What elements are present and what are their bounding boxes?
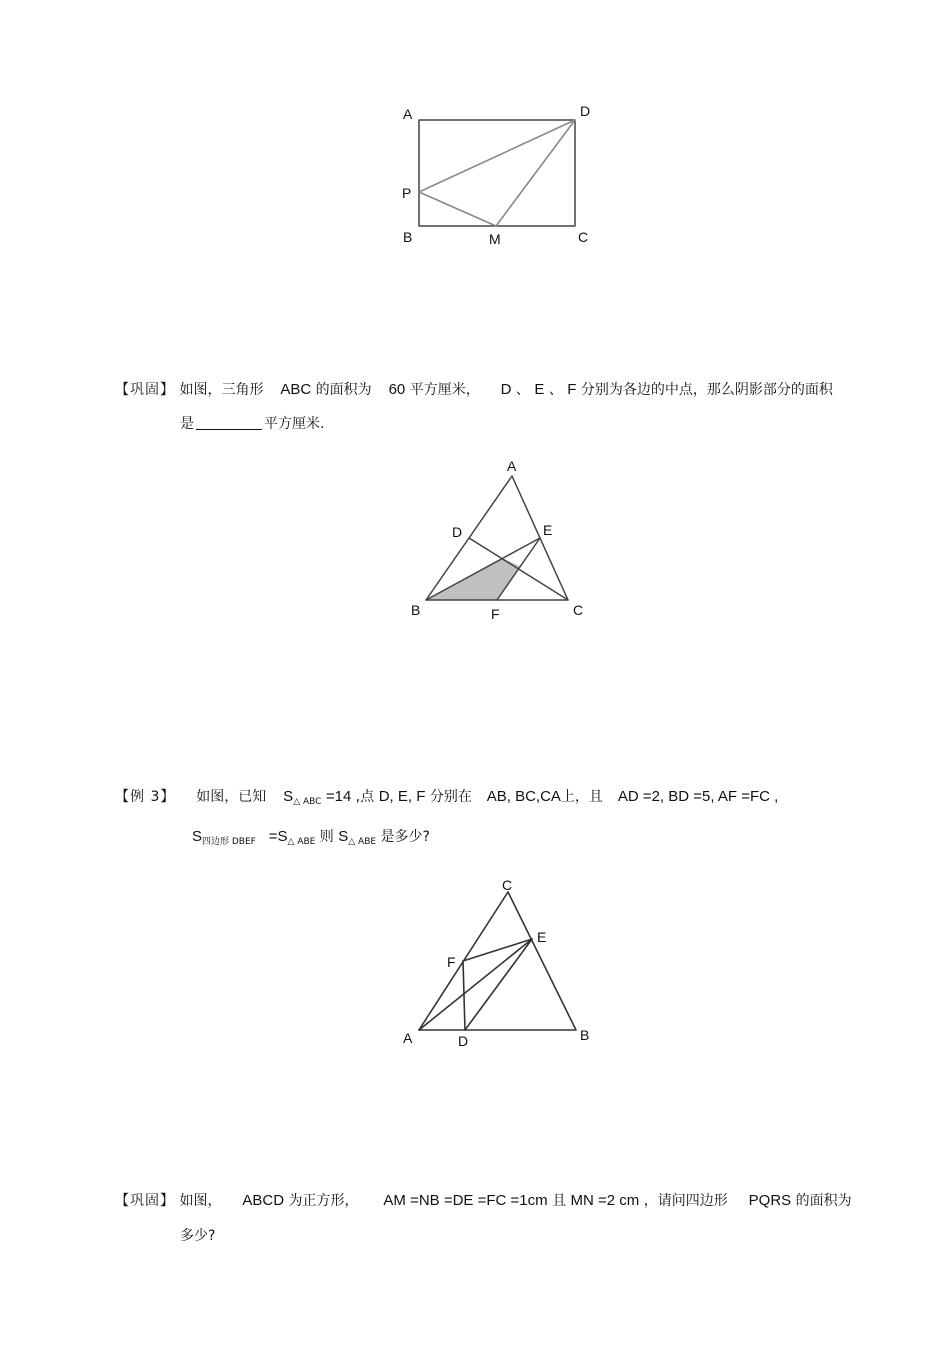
label-e: E xyxy=(543,522,553,538)
example3-points: D, E, F xyxy=(378,788,426,805)
problem1-triangle-abc: ABC xyxy=(280,381,312,398)
problem4-text-part3: 且 xyxy=(552,1193,567,1209)
problem4-text-part4: ，请问四边形 xyxy=(643,1193,728,1209)
label-c: C xyxy=(502,877,513,893)
label-m: M xyxy=(489,231,501,247)
example3-text-part5: 则 xyxy=(319,829,334,845)
label-f: F xyxy=(491,606,500,622)
problem4-line2 xyxy=(180,1226,215,1246)
problem1-text-part3: 平方厘米， xyxy=(409,382,480,398)
problem4-text-part1: 如图， xyxy=(179,1193,222,1209)
rectangle-abcd xyxy=(419,120,575,226)
problem4-text-part6: 多少? xyxy=(180,1228,216,1244)
problem1-sep2: 、 xyxy=(548,382,563,398)
problem1-point-d: D xyxy=(500,381,512,398)
example3-sub-abe2: △ ABE xyxy=(348,837,377,847)
example3-eq-s: =S xyxy=(268,828,288,845)
segment-md xyxy=(496,120,575,226)
problem4-line1 xyxy=(115,1191,852,1211)
problem1-point-f: F xyxy=(567,381,577,398)
problem1-line2 xyxy=(180,414,324,434)
example3-s3-symbol: S xyxy=(338,828,349,845)
problem1-sep1: 、 xyxy=(515,382,530,398)
label-a: A xyxy=(403,106,413,122)
label-d: D xyxy=(580,103,591,119)
problem1-line1 xyxy=(115,380,833,400)
label-e: E xyxy=(537,929,547,945)
problem1-area-value: 60 xyxy=(388,381,406,398)
example3-text-part1: 如图，已知 xyxy=(196,789,267,805)
label-a: A xyxy=(507,458,517,474)
example3-sub-quad: 四边形 DBEF xyxy=(202,837,256,847)
example3-text-part4: 上，且 xyxy=(560,789,603,805)
problem4-mn: MN =2 cm xyxy=(570,1192,640,1209)
segment-fe xyxy=(463,939,532,961)
problem1-text-part1: 如图，三角形 xyxy=(179,382,264,398)
figure-triangle-def xyxy=(395,870,605,1055)
example3-s-symbol: S xyxy=(283,788,294,805)
figure-rectangle-abcd xyxy=(390,100,600,250)
segment-fd xyxy=(463,961,465,1030)
example3-text-part3: 分别在 xyxy=(429,789,472,805)
example3-text-part6: 是多少? xyxy=(380,829,430,845)
example3-s2-symbol: S xyxy=(192,828,203,845)
figure-triangle-midpoints xyxy=(400,455,600,630)
label-p: P xyxy=(402,185,412,201)
example3-text-part2: ,点 xyxy=(355,789,375,805)
label-a: A xyxy=(403,1030,413,1046)
problem1-tag: 【巩固】 xyxy=(115,382,175,398)
problem1-text-part5: 是 xyxy=(180,416,194,432)
example3-eq14: =14 xyxy=(325,788,352,805)
label-d: D xyxy=(458,1033,469,1049)
example3-tag: 【例 3】 xyxy=(115,789,176,805)
problem4-square: ABCD xyxy=(242,1192,285,1209)
problem1-text-part2: 的面积为 xyxy=(315,382,372,398)
label-b: B xyxy=(580,1027,590,1043)
segment-pm xyxy=(419,192,496,226)
problem1-text-part4: 分别为各边的中点，那么阴影部分的面积 xyxy=(580,382,833,398)
problem1-text-part6: 平方厘米. xyxy=(264,416,325,432)
label-b: B xyxy=(411,602,421,618)
problem4-tag: 【巩固】 xyxy=(115,1193,175,1209)
label-b: B xyxy=(403,229,413,245)
example3-line2 xyxy=(192,827,430,852)
example3-sub-abe: △ ABE xyxy=(287,837,316,847)
triangle-abc xyxy=(419,892,576,1030)
problem1-point-e: E xyxy=(534,381,545,398)
segment-pd xyxy=(419,120,575,192)
problem4-text-part2: 为正方形， xyxy=(288,1193,359,1209)
label-f: F xyxy=(447,954,456,970)
problem4-text-part5: 的面积为 xyxy=(795,1193,852,1209)
example3-sub-abc: △ ABC xyxy=(293,797,322,807)
label-c: C xyxy=(578,229,589,245)
label-c: C xyxy=(573,602,584,618)
label-d: D xyxy=(452,524,463,540)
problem4-conditions: AM =NB =DE =FC =1cm xyxy=(383,1192,548,1209)
example3-sides: AB, BC,CA xyxy=(486,788,561,805)
example3-line1 xyxy=(115,787,778,812)
answer-blank xyxy=(196,415,262,430)
problem4-pqrs: PQRS xyxy=(748,1192,792,1209)
example3-conditions: AD =2, BD =5, AF =FC , xyxy=(617,788,779,805)
